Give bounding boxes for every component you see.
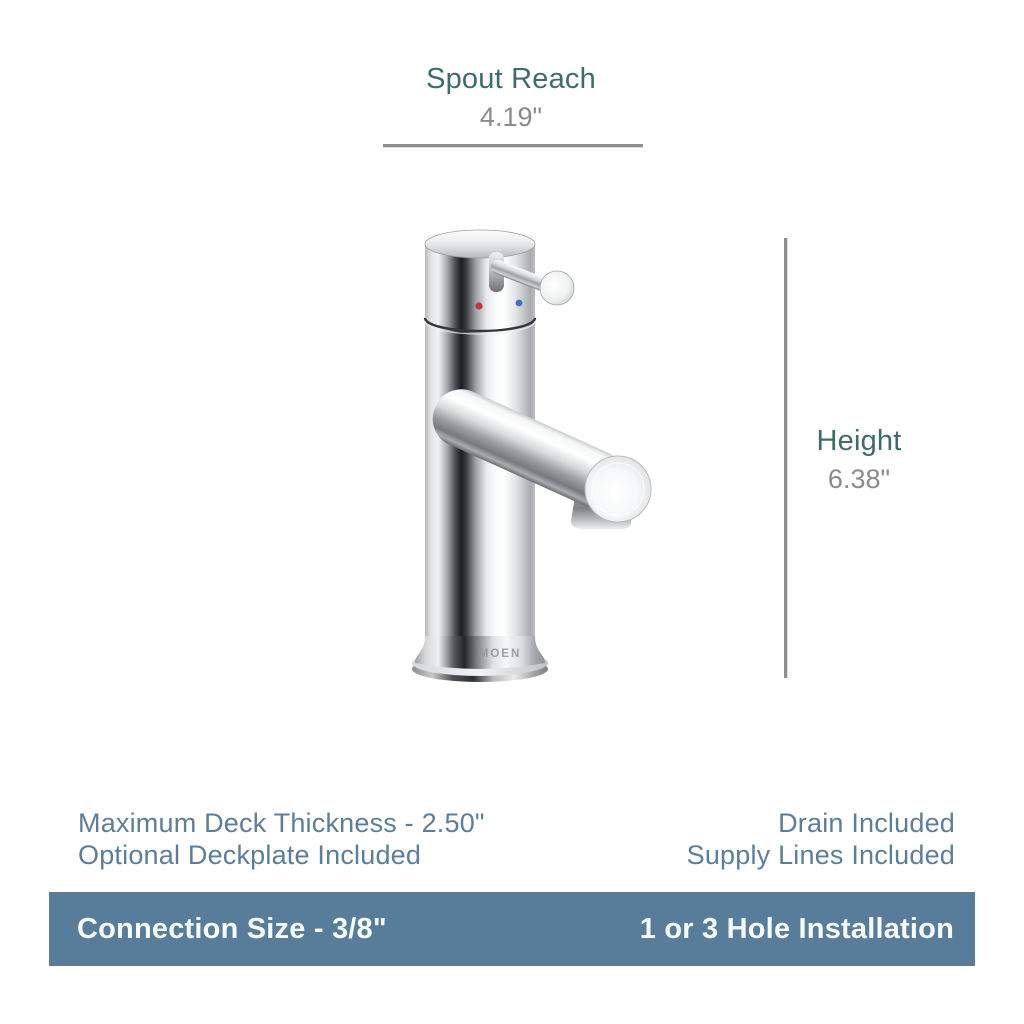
banner-installation: 1 or 3 Hole Installation bbox=[639, 912, 954, 945]
spec-deckplate: Optional Deckplate Included bbox=[78, 840, 422, 870]
spec-drain: Drain Included bbox=[778, 808, 955, 838]
faucet-product-image bbox=[395, 226, 665, 686]
bottom-banner bbox=[49, 892, 975, 966]
included-specs bbox=[687, 807, 955, 871]
banner-connection-size: Connection Size - 3/8" bbox=[77, 912, 387, 945]
moen-logo: MOEN bbox=[478, 648, 522, 660]
deck-specs bbox=[78, 807, 485, 871]
spec-deck-thickness: Maximum Deck Thickness - 2.50" bbox=[78, 808, 485, 838]
spec-supply-lines: Supply Lines Included bbox=[686, 840, 955, 870]
spout-reach-annotation bbox=[361, 62, 661, 133]
height-value: 6.38" bbox=[827, 464, 891, 494]
height-annotation bbox=[759, 424, 959, 495]
spout-reach-label: Spout Reach bbox=[426, 63, 596, 95]
hot-indicator-dot bbox=[475, 302, 482, 309]
height-label: Height bbox=[816, 425, 902, 457]
spout-reach-dimension-line bbox=[383, 144, 643, 148]
faucet-base bbox=[412, 636, 548, 682]
cold-indicator-dot bbox=[516, 300, 523, 307]
spout-reach-value: 4.19" bbox=[479, 102, 543, 132]
